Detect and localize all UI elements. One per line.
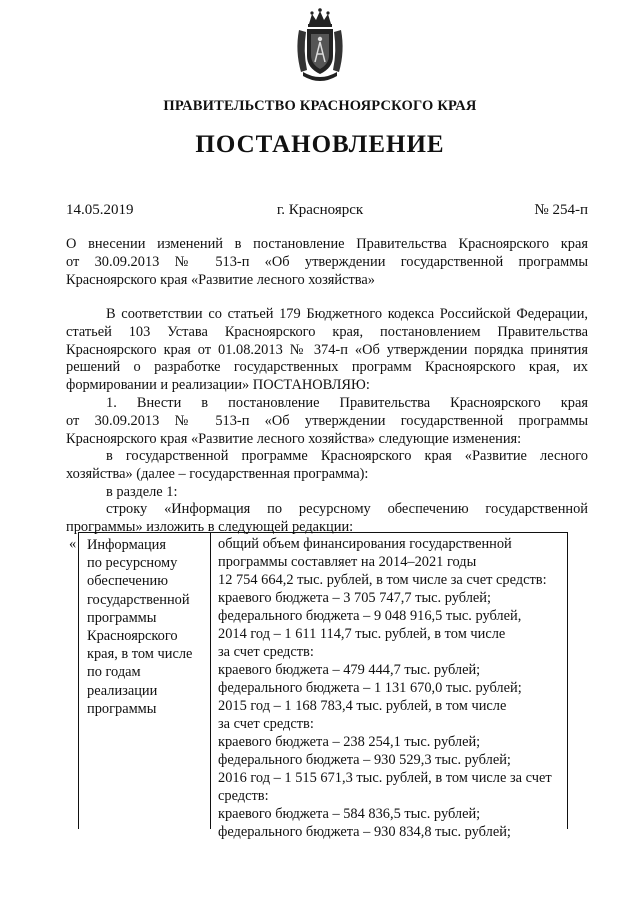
right-cell-line: федерального бюджета – 930 834,8 тыс. рублей; bbox=[218, 824, 511, 840]
subitem-line: в государственной программе Красноярского края «Развитие лесного bbox=[106, 448, 588, 464]
preamble-line: решений о разработке государственных программ Красноярского края, их bbox=[66, 359, 588, 376]
right-cell-line: краевого бюджета – 479 444,7 тыс. рублей; bbox=[218, 662, 481, 678]
subject-line: от 30.09.2013 № 513-п «Об утверждении государственной программы bbox=[66, 253, 588, 270]
right-cell-line: за счет средств: bbox=[218, 716, 314, 732]
table-right-cell bbox=[212, 533, 567, 840]
right-cell-line: 2015 год – 1 168 783,4 тыс. рублей, в том числе bbox=[218, 698, 507, 714]
item-1-line: от 30.09.2013 № 513-п «Об утверждении государственной программы bbox=[66, 412, 588, 429]
document-city: г. Красноярск bbox=[276, 202, 364, 218]
left-cell-line: программы bbox=[87, 609, 157, 626]
document-date: 14.05.2019 bbox=[66, 202, 134, 218]
left-cell-line: по ресурсному bbox=[87, 555, 178, 572]
left-cell-line: обеспечению bbox=[87, 573, 168, 590]
right-cell-line: 2016 год – 1 515 671,3 тыс. рублей, в том числе за счет bbox=[218, 770, 552, 786]
preamble-line: В соответствии со статьей 179 Бюджетного кодекса Российской Федерации, bbox=[106, 306, 588, 322]
opening-quote-mark: « bbox=[69, 536, 77, 552]
preamble-line: статьей 103 Устава Красноярского края, постановлением Правительства bbox=[66, 323, 588, 340]
subitem-program bbox=[66, 448, 588, 484]
right-cell-line: федерального бюджета – 1 131 670,0 тыс. рублей; bbox=[218, 680, 522, 696]
document-title: ПОСТАНОВЛЕНИЕ bbox=[195, 131, 445, 158]
subitem-line: программы» изложить в следующей редакции: bbox=[66, 518, 354, 535]
left-cell-line: Информация bbox=[87, 537, 167, 553]
government-name: ПРАВИТЕЛЬСТВО КРАСНОЯРСКОГО КРАЯ bbox=[163, 98, 477, 114]
right-cell-line: 2014 год – 1 611 114,7 тыс. рублей, в том числе bbox=[218, 626, 506, 642]
left-cell-line: по годам bbox=[87, 664, 141, 681]
coat-of-arms-emblem bbox=[295, 6, 345, 86]
right-cell-line: федерального бюджета – 9 048 916,5 тыс. рублей, bbox=[218, 608, 522, 624]
right-cell-line: общий объем финансирования государственной bbox=[218, 536, 512, 552]
right-cell-line: федерального бюджета – 930 529,3 тыс. рублей; bbox=[218, 752, 511, 768]
item-1-line: Красноярского края «Развитие лесного хозяйства» следующие изменения: bbox=[66, 430, 522, 447]
right-cell-line: за счет средств: bbox=[218, 644, 314, 660]
preamble-line: Красноярского края от 01.08.2013 № 374-п «Об утверждении порядка принятия bbox=[66, 341, 588, 358]
subject-line: О внесении изменений в постановление Правительства Красноярского края bbox=[66, 236, 588, 252]
right-cell-line: средств: bbox=[218, 788, 269, 804]
preamble bbox=[66, 306, 588, 395]
left-cell-line: Красноярского bbox=[87, 628, 178, 645]
left-cell-line: государственной bbox=[87, 591, 190, 608]
left-cell-line: края, в том числе bbox=[87, 646, 193, 663]
right-cell-line: краевого бюджета – 584 836,5 тыс. рублей; bbox=[218, 806, 481, 822]
left-cell-line: реализации bbox=[87, 682, 158, 699]
left-cell-line: программы bbox=[87, 700, 157, 717]
document-subject bbox=[66, 236, 588, 289]
right-cell-line: краевого бюджета – 238 254,1 тыс. рублей; bbox=[218, 734, 481, 750]
subitem-line: строку «Информация по ресурсному обеспечению государственной bbox=[106, 501, 588, 517]
resource-table bbox=[78, 532, 568, 840]
subject-line: Красноярского края «Развитие лесного хозяйства» bbox=[66, 271, 375, 288]
table-left-cell bbox=[79, 533, 211, 829]
item-1-line: 1. Внести в постановление Правительства Красноярского края bbox=[106, 395, 588, 411]
document-number: № 254-п bbox=[534, 202, 588, 218]
subitem-section: в разделе 1: bbox=[106, 484, 178, 500]
item-1 bbox=[66, 395, 588, 448]
right-cell-line: программы составляет на 2014–2021 годы bbox=[218, 554, 477, 570]
right-cell-line: 12 754 664,2 тыс. рублей, в том числе за счет средств: bbox=[218, 572, 547, 588]
subitem-line: хозяйства» (далее – государственная программа): bbox=[66, 465, 369, 482]
preamble-line: формировании и реализации» ПОСТАНОВЛЯЮ: bbox=[66, 377, 370, 394]
right-cell-line: краевого бюджета – 3 705 747,7 тыс. рублей; bbox=[218, 590, 491, 606]
